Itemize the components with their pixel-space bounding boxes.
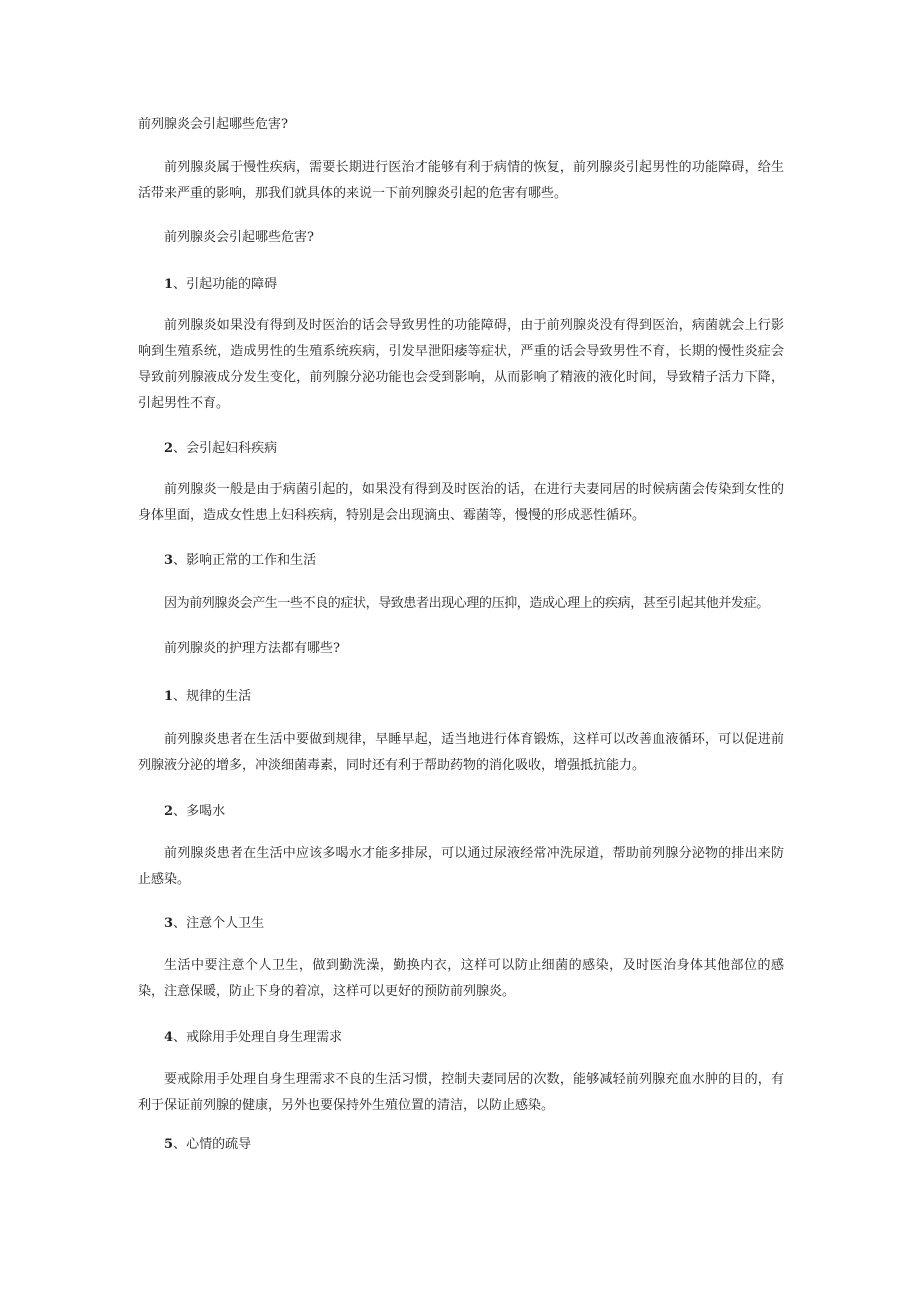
care-title: 戒除用手处理自身生理需求 — [186, 1030, 343, 1045]
section-heading-harms: 前列腺炎会引起哪些危害? — [164, 230, 314, 245]
care-paragraph-2: 前列腺炎患者在生活中应该多喝水才能多排尿，可以通过尿液经常冲洗尿道，帮助前列腺分泌物的排出来防止感染。 — [138, 846, 784, 887]
care-heading-3 — [138, 911, 784, 937]
care-title: 注意个人卫生 — [186, 916, 265, 931]
care-paragraph-4: 要戒除用手处理自身生理需求不良的生活习惯，控制夫妻同居的次数，能够减轻前列腺充血水肿的目的，有利于保证前列腺的健康，另外也要保持外生殖位置的清洁，以防止感染。 — [138, 1072, 784, 1113]
care-number: 3 — [164, 916, 174, 931]
harm-number: 1 — [164, 277, 174, 292]
section-heading-care: 前列腺炎的护理方法都有哪些? — [164, 641, 340, 656]
harm-heading-3 — [138, 548, 784, 574]
list-separator: 、 — [173, 441, 187, 456]
harm-paragraph-1: 前列腺炎如果没有得到及时医治的话会导致男性的功能障碍，由于前列腺炎没有得到医治，病菌就会上行影响到生殖系统，造成男性的生殖系统疾病，引发早泄阳痿等症状，严重的话会导致男性不育，长期的慢性炎症会导致前列腺液成分发生变化，前列腺分泌功能也会受到影响，从而影响了精液的液化时间，导致精子活力下降，引起男性不育。 — [138, 318, 784, 411]
care-number: 1 — [164, 689, 174, 704]
list-separator: 、 — [173, 1137, 187, 1152]
document-title: 前列腺炎会引起哪些危害? — [138, 117, 288, 132]
list-separator: 、 — [173, 689, 187, 704]
care-title: 规律的生活 — [186, 689, 252, 704]
harm-heading-1 — [138, 272, 784, 298]
harm-title: 引起功能的障碍 — [186, 277, 278, 292]
intro-paragraph: 前列腺炎属于慢性疾病，需要长期进行医治才能够有利于病情的恢复，前列腺炎引起男性的功能障碍，给生活带来严重的影响，那我们就具体的来说一下前列腺炎引起的危害有哪些。 — [138, 160, 784, 201]
care-heading-4 — [138, 1025, 784, 1051]
harm-paragraph-2: 前列腺炎一般是由于病菌引起的，如果没有得到及时医治的话，在进行夫妻同居的时候病菌会传染到女性的身体里面，造成女性患上妇科疾病，特别是会出现滴虫、霉菌等，慢慢的形成恶性循环。 — [138, 482, 784, 523]
harm-paragraph-3: 因为前列腺炎会产生一些不良的症状，导致患者出现心理的压抑，造成心理上的疾病，甚至引起其他并发症。 — [164, 596, 769, 611]
list-separator: 、 — [173, 277, 187, 292]
harm-title: 影响正常的工作和生活 — [186, 553, 317, 568]
care-paragraph-1: 前列腺炎患者在生活中要做到规律，早睡早起，适当地进行体育锻炼，这样可以改善血液循环，可以促进前列腺液分泌的增多，冲淡细菌毒素，同时还有利于帮助药物的消化吸收，增强抵抗能力。 — [138, 732, 784, 773]
care-heading-5 — [138, 1132, 784, 1158]
harm-number: 2 — [164, 441, 174, 456]
care-number: 5 — [164, 1137, 174, 1152]
list-separator: 、 — [173, 916, 187, 931]
care-number: 4 — [164, 1030, 174, 1045]
list-separator: 、 — [173, 553, 187, 568]
care-paragraph-3: 生活中要注意个人卫生，做到勤洗澡，勤换内衣，这样可以防止细菌的感染，及时医治身体其他部位的感染，注意保暖，防止下身的着凉，这样可以更好的预防前列腺炎。 — [138, 958, 784, 999]
harm-heading-2 — [138, 436, 784, 462]
list-separator: 、 — [173, 1030, 187, 1045]
care-heading-1 — [138, 684, 784, 710]
care-title: 多喝水 — [186, 804, 226, 819]
list-separator: 、 — [173, 804, 187, 819]
care-heading-2 — [138, 799, 784, 825]
care-number: 2 — [164, 804, 174, 819]
harm-title: 会引起妇科疾病 — [186, 441, 278, 456]
care-title: 心情的疏导 — [186, 1137, 252, 1152]
harm-number: 3 — [164, 553, 174, 568]
